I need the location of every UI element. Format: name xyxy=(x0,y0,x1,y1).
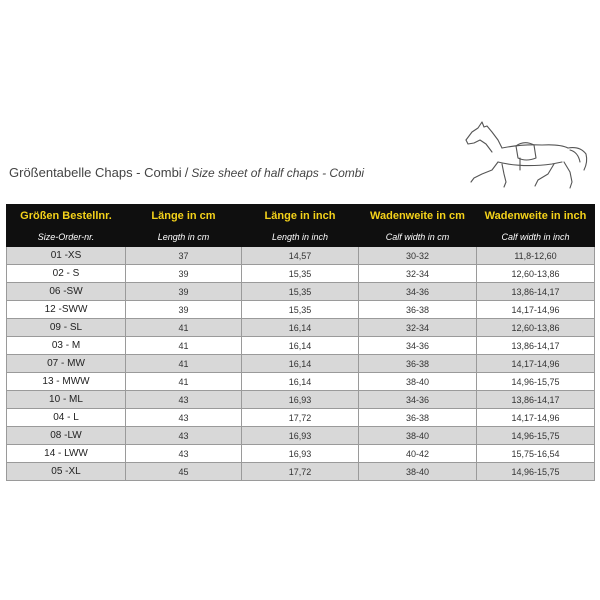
calf-width-inch-cell: 13,86-14,17 xyxy=(477,391,595,409)
title-german: Größentabelle Chaps - Combi xyxy=(9,165,182,180)
title-separator: / xyxy=(184,165,189,180)
calf-width-inch-cell: 14,17-14,96 xyxy=(477,301,595,319)
calf-width-cm-cell: 36-38 xyxy=(359,355,477,373)
header-calf-width-inch: Wadenweite in inch xyxy=(477,205,595,228)
length-inch-cell: 16,93 xyxy=(242,391,359,409)
calf-width-inch-cell: 11,8-12,60 xyxy=(477,247,595,265)
subheader-length-inch: Length in inch xyxy=(242,228,359,247)
size-order-cell: 06 -SW xyxy=(7,283,126,301)
size-order-cell: 01 -XS xyxy=(7,247,126,265)
calf-width-inch-cell: 14,96-15,75 xyxy=(477,463,595,481)
length-cm-cell: 43 xyxy=(126,409,242,427)
length-cm-cell: 43 xyxy=(126,391,242,409)
size-order-cell: 10 - ML xyxy=(7,391,126,409)
table-row xyxy=(7,355,595,373)
length-cm-cell: 43 xyxy=(126,427,242,445)
length-inch-cell: 16,14 xyxy=(242,355,359,373)
size-order-cell: 05 -XL xyxy=(7,463,126,481)
calf-width-cm-cell: 34-36 xyxy=(359,337,477,355)
table-header-row-german xyxy=(7,205,595,228)
length-inch-cell: 16,14 xyxy=(242,373,359,391)
length-cm-cell: 37 xyxy=(126,247,242,265)
header-length-cm: Länge in cm xyxy=(126,205,242,228)
size-order-cell: 14 - LWW xyxy=(7,445,126,463)
length-inch-cell: 15,35 xyxy=(242,283,359,301)
calf-width-cm-cell: 36-38 xyxy=(359,301,477,319)
subheader-length-cm: Length in cm xyxy=(126,228,242,247)
size-order-cell: 04 - L xyxy=(7,409,126,427)
table-row xyxy=(7,319,595,337)
size-order-cell: 13 - MWW xyxy=(7,373,126,391)
calf-width-inch-cell: 14,96-15,75 xyxy=(477,427,595,445)
size-order-cell: 02 - S xyxy=(7,265,126,283)
length-inch-cell: 15,35 xyxy=(242,301,359,319)
length-inch-cell: 16,93 xyxy=(242,445,359,463)
length-inch-cell: 17,72 xyxy=(242,409,359,427)
size-order-cell: 12 -SWW xyxy=(7,301,126,319)
size-order-cell: 09 - SL xyxy=(7,319,126,337)
table-body xyxy=(7,247,595,481)
calf-width-inch-cell: 12,60-13,86 xyxy=(477,265,595,283)
table-row xyxy=(7,391,595,409)
calf-width-cm-cell: 38-40 xyxy=(359,427,477,445)
table-row xyxy=(7,427,595,445)
page-title xyxy=(9,165,364,180)
calf-width-cm-cell: 32-34 xyxy=(359,319,477,337)
size-order-cell: 03 - M xyxy=(7,337,126,355)
table-header-row-english xyxy=(7,228,595,247)
horse-illustration-icon xyxy=(462,118,594,190)
header-calf-width-cm: Wadenweite in cm xyxy=(359,205,477,228)
length-cm-cell: 41 xyxy=(126,355,242,373)
length-inch-cell: 14,57 xyxy=(242,247,359,265)
size-table xyxy=(6,204,595,481)
calf-width-inch-cell: 14,17-14,96 xyxy=(477,355,595,373)
length-cm-cell: 41 xyxy=(126,373,242,391)
length-cm-cell: 41 xyxy=(126,337,242,355)
length-cm-cell: 39 xyxy=(126,283,242,301)
table-row xyxy=(7,265,595,283)
calf-width-inch-cell: 13,86-14,17 xyxy=(477,337,595,355)
table-row xyxy=(7,247,595,265)
header-length-inch: Länge in inch xyxy=(242,205,359,228)
table-row xyxy=(7,409,595,427)
length-inch-cell: 15,35 xyxy=(242,265,359,283)
calf-width-cm-cell: 32-34 xyxy=(359,265,477,283)
length-cm-cell: 41 xyxy=(126,319,242,337)
calf-width-cm-cell: 38-40 xyxy=(359,373,477,391)
length-inch-cell: 16,93 xyxy=(242,427,359,445)
calf-width-cm-cell: 40-42 xyxy=(359,445,477,463)
length-cm-cell: 39 xyxy=(126,301,242,319)
calf-width-inch-cell: 13,86-14,17 xyxy=(477,283,595,301)
length-cm-cell: 43 xyxy=(126,445,242,463)
table-row xyxy=(7,283,595,301)
length-cm-cell: 39 xyxy=(126,265,242,283)
table-row xyxy=(7,463,595,481)
size-order-cell: 07 - MW xyxy=(7,355,126,373)
table-row xyxy=(7,445,595,463)
calf-width-cm-cell: 36-38 xyxy=(359,409,477,427)
calf-width-cm-cell: 34-36 xyxy=(359,391,477,409)
table-row xyxy=(7,301,595,319)
length-inch-cell: 17,72 xyxy=(242,463,359,481)
calf-width-inch-cell: 14,96-15,75 xyxy=(477,373,595,391)
calf-width-inch-cell: 12,60-13,86 xyxy=(477,319,595,337)
size-order-cell: 08 -LW xyxy=(7,427,126,445)
calf-width-inch-cell: 14,17-14,96 xyxy=(477,409,595,427)
calf-width-inch-cell: 15,75-16,54 xyxy=(477,445,595,463)
subheader-size-order: Size-Order-nr. xyxy=(7,228,126,247)
calf-width-cm-cell: 34-36 xyxy=(359,283,477,301)
calf-width-cm-cell: 30-32 xyxy=(359,247,477,265)
title-english: Size sheet of half chaps - Combi xyxy=(191,166,365,180)
length-cm-cell: 45 xyxy=(126,463,242,481)
subheader-calf-width-inch: Calf width in inch xyxy=(477,228,595,247)
length-inch-cell: 16,14 xyxy=(242,337,359,355)
table-row xyxy=(7,337,595,355)
header-size-order: Größen Bestellnr. xyxy=(7,205,126,228)
table-row xyxy=(7,373,595,391)
subheader-calf-width-cm: Calf width in cm xyxy=(359,228,477,247)
length-inch-cell: 16,14 xyxy=(242,319,359,337)
calf-width-cm-cell: 38-40 xyxy=(359,463,477,481)
